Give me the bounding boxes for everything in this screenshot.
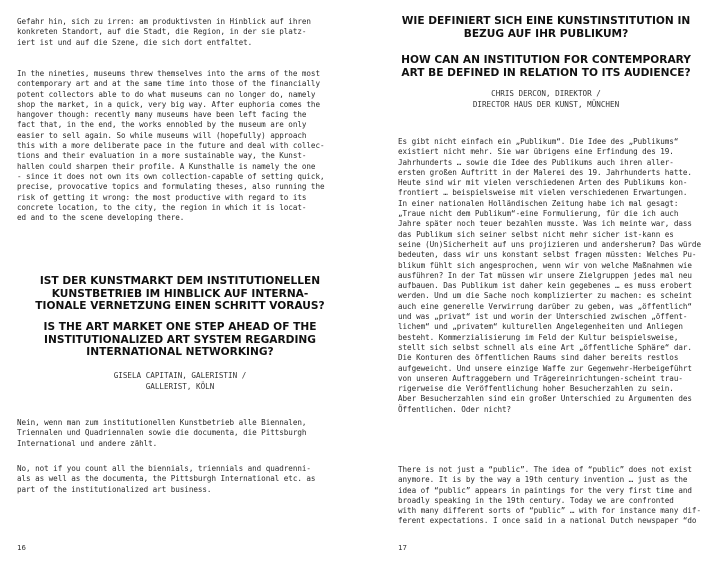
right-author-credit: CHRIS DERCON, DIREKTOR / DIRECTOR HAUS DER KUNST, MÜNCHEN — [472, 89, 620, 109]
page-number-left: 16 — [17, 543, 26, 552]
right-heading-english: HOW CAN AN INSTITUTION FOR CONTEMPORARY ART BE DEFINED IN RELATION TO ITS AUDIENCE? — [401, 54, 691, 79]
left-paragraph-4: No, not if you count all the biennials, triennials and quadrenni- als as well as the documenta, the Pittsburgh International etc. as part of the institutionalized art business. — [17, 464, 316, 494]
left-paragraph-3: Nein, wenn man zum institutionellen Kunstbetrieb alle Biennalen, Triennalen und Quadriennalen sowie die documenta, die Pittsburgh International und andere zählt. — [17, 418, 307, 448]
left-author-credit: GISELA CAPITAIN, GALERISTIN / GALLERIST, KÖLN — [113, 371, 247, 391]
left-heading-german: IST DER KUNSTMARKT DEM INSTITUTIONELLEN KUNSTBETRIEB IM HINBLICK AUF INTERNA- TIONALE VERNETZUNG EINEN SCHRITT VORAUS? — [35, 275, 325, 312]
page-number-right: 17 — [398, 543, 407, 552]
right-paragraph-1: Es gibt nicht einfach ein „Publikum“. Die Idee des „Publikums“ existiert nicht mehr. Sie war übrigens eine Erfindung des 19. Jahrhunderts … sowie die Idee des Publikums auch ihren aller- ersten großen Auftritt in der Malerei des 19. Jahrhunderts hatte. Heute sind wir mit vielen verschiedenen Arten des Publikums kon- frontiert … beispielsweise mit vielen verschiedenen Erwartungen. In einer nationalen Holländischen Zeitung habe ich mal gesagt: „Traue nicht dem Publikum“-eine Formulierung, für die ich auch Jahre später noch teuer bezahlen musste. Was ich meinte war, dass das Publikum sich seiner selbst nicht mehr sicher ist-kann es seine (Un)Sicherheit auf uns projizieren und andersherum? Das würde bedeuten, dass wir uns konstant selbst fragen müssten: Welches Pu- blikum fühlt sich angesprochen, wenn wir von welche Maßnahmen wie ausführen? In der Tat müssen wir unsere Zielgruppen jedes mal neu aufbauen. Das Publikum ist daher kein gegebenes … es muss erobert werden. Und um die Sache noch komplizierter zu machen: es scheint auch eine generelle Verwirrung darüber zu geben, was „öffentlich“ und was „privat“ ist und worin der Unterschied zwischen „öffent- lichem“ und „privatem“ kulturellen Angelegenheiten und Anliegen besteht. Kommerzialisierung im Feld der Kultur beispielsweise, stellt sich selbst schnell als eine Art „öffentliche Sphäre“ dar. Die Konturen des öffentlichen Raums sind daher bereits restlos aufgeweicht. Und unsere einzige Waffe zur Gegenwehr-Herbeigeführt von unseren Auftraggebern und Trägereinrichtungen-scheint trau- rigerweise die Veröffentlichung hoher Besucherzahlen zu sein. Aber Besucherzahlen sind ein großer Unterschied zu Argumenten des Öffentlichen. Oder nicht? — [398, 137, 701, 414]
left-heading-english: IS THE ART MARKET ONE STEP AHEAD OF THE INSTITUTIONALIZED ART SYSTEM REGARDING INTERNATIONAL NETWORKING? — [43, 321, 317, 358]
left-paragraph-2: In the nineties, museums threw themselves into the arms of the most contemporary art and at the same time into those of the financially potent collectors able to do what museums can no longer do, namely shop the market, in a quick, very big way. After euphoria comes the hangover though: recently many museums have been left facing the fact that, in the end, the works ennobled by the museum are only easier to sell again. So while museums will (hopefully) approach this with a more deliberate pace in the future and deal with collec- tions and their evaluation in a more sustainable way, the Kunst- hallen could sharpen their profile. A Kunsthalle is namely the one - since it does not own its own collection-capable of setting quick, precise, provocative topics and formulating theses, also running the risk of getting it wrong: the most productive with regard to its concrete location, to the city, the region in which it is locat- ed and to the scene developing there. — [17, 69, 325, 223]
left-paragraph-1: Gefahr hin, sich zu irren: am produktivsten in Hinblick auf ihren konkreten Standort, auf die Stadt, die Region, in der sie platz- iert ist und auf die Szene, die sich dort entfaltet. — [17, 17, 311, 47]
right-page — [364, 0, 728, 563]
right-heading-german: WIE DEFINIERT SICH EINE KUNSTINSTITUTION IN BEZUG AUF IHR PUBLIKUM? — [401, 15, 691, 40]
right-paragraph-2: There is not just a “public”. The idea of “public” does not exist anymore. It is by the way a 19th century invention … just as the idea of “public” appears in paintings for the very first time and broadly speaking in the 19th century. Today we are confronted with many different sorts of “public” … with for instance many dif- ferent expectations. I once said in a national Dutch newspaper “do — [398, 465, 701, 526]
